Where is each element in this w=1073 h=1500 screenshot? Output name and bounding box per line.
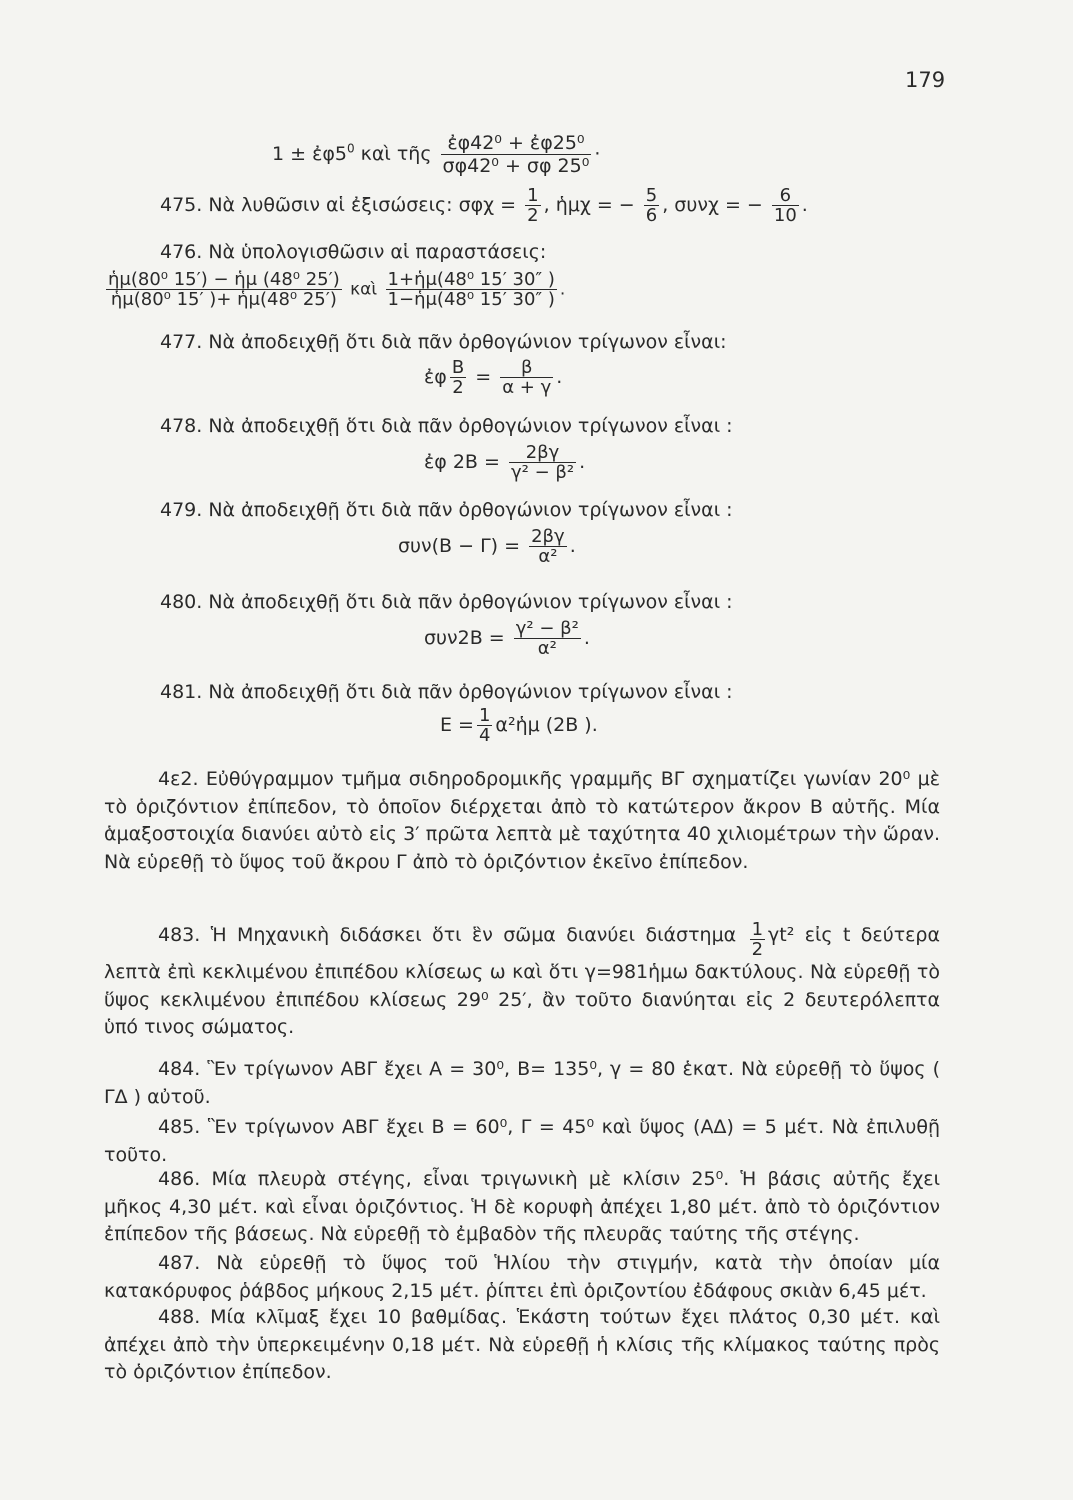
fraction-numerator: ἐφ42⁰ + ἐφ25⁰ — [447, 132, 585, 154]
fraction-denominator: α + γ — [502, 377, 552, 398]
problem-number: 485. — [158, 1116, 201, 1138]
top-expr-sup: 0 — [346, 141, 355, 156]
problem-475 — [160, 186, 808, 225]
top-expression — [272, 132, 600, 177]
problem-480-formula — [424, 619, 590, 658]
punctuation: . — [579, 451, 586, 473]
equation-text: Ε = — [440, 714, 474, 736]
fraction-denominator: σφ42⁰ + σφ 25⁰ — [442, 155, 590, 177]
fraction-numerator: 1 — [527, 185, 539, 206]
problem-text: γt² εἰς t δεύτερα λεπτὰ ἐπὶ κεκλιμένου ἐπιπέδου κλίσεως ω καὶ ὅτι γ=981ἡμω δακτύλους. Νὰ εὑρεθῇ τὸ ὕψος κεκλιμένου ἐπιπέδου κλίσεως 29⁰ 25′, ἂν τοῦτο διανύηται εἰς 2 δευτερόλεπτα ὑπό τινος σώματος. — [104, 924, 940, 1039]
fraction-denominator: 6 — [645, 205, 658, 226]
problem-484 — [104, 1056, 940, 1111]
fraction — [500, 358, 553, 397]
problem-480-label: 480. Νὰ ἀποδειχθῇ ὅτι διὰ πᾶν ὀρθογώνιον τρίγωνον εἶναι : — [160, 591, 733, 613]
equation-text: α²ἡμ (2Β ). — [495, 714, 598, 736]
problem-number: 484. — [158, 1058, 201, 1080]
problem-479-formula — [398, 527, 576, 566]
fraction — [106, 270, 342, 309]
fraction — [644, 186, 659, 225]
problem-number: 487. — [158, 1252, 201, 1274]
fraction — [525, 186, 540, 225]
problem-481-label: 481. Νὰ ἀποδειχθῇ ὅτι διὰ πᾶν ὀρθογώνιον τρίγωνον εἶναι : — [160, 681, 733, 703]
problem-478-label: 478. Νὰ ἀποδειχθῇ ὅτι διὰ πᾶν ὀρθογώνιον τρίγωνον εἶναι : — [160, 415, 733, 437]
fraction-numerator: 2βγ — [525, 442, 560, 463]
punctuation: . — [569, 535, 576, 557]
problem-483 — [104, 920, 940, 1042]
fraction-numerator: 2βγ — [531, 526, 565, 547]
equation-text: ἐφ 2Β = — [424, 451, 500, 473]
fraction — [514, 619, 581, 658]
fraction-denominator: 10 — [773, 205, 797, 226]
fraction-denominator: 2 — [751, 939, 764, 960]
fraction-denominator: 2 — [450, 377, 466, 397]
punctuation: . — [583, 627, 590, 649]
equation-text: ἐφ — [424, 366, 447, 388]
top-expr-fraction — [441, 132, 592, 177]
fraction-denominator: γ² − β² — [510, 462, 575, 483]
fraction — [386, 270, 557, 309]
problem-text: Νὰ εὑρεθῇ τὸ ὕψος τοῦ Ἡλίου τὴν στιγμήν, κατὰ τὴν ὁποίαν μία κατακόρυφος ῥάβδος μήκους 2,15 μέτ. ῥίπτει ἐπὶ ὁριζοντίου ἐδάφους σκιὰν 6,45 μέτ. — [104, 1252, 940, 1302]
problem-485 — [104, 1114, 940, 1169]
problem-number: 486. — [158, 1168, 201, 1190]
fraction-denominator: ἡμ(80⁰ 15′ )+ ἡμ(48⁰ 25′) — [106, 289, 342, 309]
problem-481-formula — [440, 706, 598, 745]
fraction — [529, 527, 567, 566]
fraction-numerator: ἡμ(80⁰ 15′) − ἡμ (48⁰ 25′) — [108, 269, 340, 290]
equation-text: , ἡμχ = − — [543, 194, 635, 216]
problem-text: Ἓν τρίγωνον ΑΒΓ ἔχει Β = 60⁰, Γ = 45⁰ καὶ ὕψος (ΑΔ) = 5 μέτ. Νὰ ἐπιλυθῇ τοῦτο. — [104, 1116, 940, 1166]
fraction-denominator: α² — [529, 546, 567, 566]
problem-482 — [104, 766, 940, 877]
problem-477-formula — [424, 358, 562, 397]
fraction — [450, 358, 466, 397]
fraction-denominator: 1−ἡμ(48⁰ 15′ 30″ ) — [387, 289, 555, 310]
problem-487 — [104, 1250, 940, 1305]
fraction-numerator: 5 — [645, 185, 658, 206]
fraction — [772, 186, 799, 225]
problem-text: Ἓν τρίγωνον ΑΒΓ ἔχει Α = 30⁰, Β= 135⁰, γ = 80 ἑκατ. Νὰ εὑρεθῇ τὸ ὕψος ( ΓΔ ) αὐτοῦ. — [104, 1058, 940, 1108]
problem-text: 475. Νὰ λυθῶσιν αἱ ἐξισώσεις: σφχ = — [160, 194, 517, 216]
punctuation: . — [801, 194, 808, 216]
fraction-numerator: 1 — [478, 705, 491, 726]
fraction-numerator: 6 — [779, 185, 792, 206]
equation-text: , συνχ = − — [662, 194, 763, 216]
fraction-denominator: 2 — [527, 205, 539, 226]
punctuation: · — [594, 143, 601, 165]
fraction — [477, 706, 492, 745]
problem-479-label: 479. Νὰ ἀποδειχθῇ ὅτι διὰ πᾶν ὀρθογώνιον τρίγωνον εἶναι : — [160, 499, 733, 521]
fraction-denominator: 4 — [478, 725, 491, 746]
problem-477-label: 477. Νὰ ἀποδειχθῇ ὅτι διὰ πᾶν ὀρθογώνιον τρίγωνον εἶναι: — [160, 331, 727, 353]
problem-488 — [104, 1304, 940, 1387]
problem-486 — [104, 1166, 940, 1249]
fraction-numerator: 1 — [751, 919, 764, 940]
fraction — [509, 443, 576, 482]
top-expr-text: 1 ± ἐφ5 — [272, 143, 347, 165]
problem-text: Εὐθύγραμμον τμῆμα σιδηροδρομικῆς γραμμῆς ΒΓ σχηματίζει γωνίαν 20⁰ μὲ τὸ ὁριζόντιον ἐπίπεδον, τὸ ὁποῖον διέρχεται ἀπὸ τὸ κατώτερον ἄκρον Β αὐτῆς. Μία ἁμαξοστοιχία διανύει αὐτὸ εἰς 3′ πρῶτα λεπτὰ μὲ ταχύτητα 40 χιλιομέτρων τὴν ὥραν. Νὰ εὑρεθῇ τὸ ὕψος τοῦ ἄκρου Γ ἀπὸ τὸ ὁριζόντιον ἐκεῖνο ἐπίπεδον. — [104, 768, 941, 874]
problem-478-formula — [424, 443, 585, 482]
problem-text: Ἡ Μηχανικὴ διδάσκει ὅτι ἓν σῶμα διανύει διάστημα — [210, 924, 737, 946]
equation-text: συν(Β − Γ) = — [398, 535, 521, 557]
problem-476-expressions — [103, 270, 565, 309]
problem-text: Μία κλῖμαξ ἔχει 10 βαθμίδας. Ἑκάστη τούτων ἔχει πλάτος 0,30 μέτ. καὶ ἀπέχει ἀπὸ τὴν ὑπερκειμένην 0,18 μέτ. Νὰ εὑρεθῇ ἡ κλίσις τῆς κλίμακος ταύτης πρὸς τὸ ὁριζόντιον ἐπίπεδον. — [104, 1306, 941, 1384]
conjunction: καὶ — [350, 279, 378, 300]
problem-number: 488. — [158, 1306, 201, 1328]
fraction-denominator: α² — [514, 638, 581, 658]
fraction-numerator: Β — [451, 357, 465, 378]
punctuation: . — [559, 279, 566, 300]
equation-text: συν2Β = — [424, 627, 505, 649]
punctuation: . — [556, 366, 563, 388]
problem-number: 483. — [158, 924, 201, 946]
problem-text: Μία πλευρὰ στέγης, εἶναι τριγωνικὴ μὲ κλίσιν 25⁰. Ἡ βάσις αὐτῆς ἔχει μῆκος 4,30 μέτ. καὶ εἶναι ὁριζόντιος. Ἡ δὲ κορυφὴ ἀπέχει 1,80 μέτ. ἀπὸ τὸ ὁριζόντιον ἐπίπεδον τῆς βάσεως. Νὰ εὑρεθῇ τὸ ἐμβαδὸν τῆς πλευρᾶς ταύτης τῆς στέγης. — [104, 1168, 941, 1246]
fraction — [750, 920, 765, 959]
fraction-numerator: 1+ἡμ(48⁰ 15′ 30″ ) — [387, 269, 555, 290]
fraction-numerator: β — [520, 357, 533, 378]
page-number: 179 — [905, 68, 946, 92]
problem-476-label: 476. Νὰ ὑπολογισθῶσιν αἱ παραστάσεις: — [160, 241, 547, 263]
fraction-numerator: γ² − β² — [515, 618, 579, 639]
problem-number: 4ε2. — [158, 768, 199, 790]
equation-text: = — [475, 366, 492, 388]
top-expr-text2: καὶ τῆς — [354, 143, 432, 165]
